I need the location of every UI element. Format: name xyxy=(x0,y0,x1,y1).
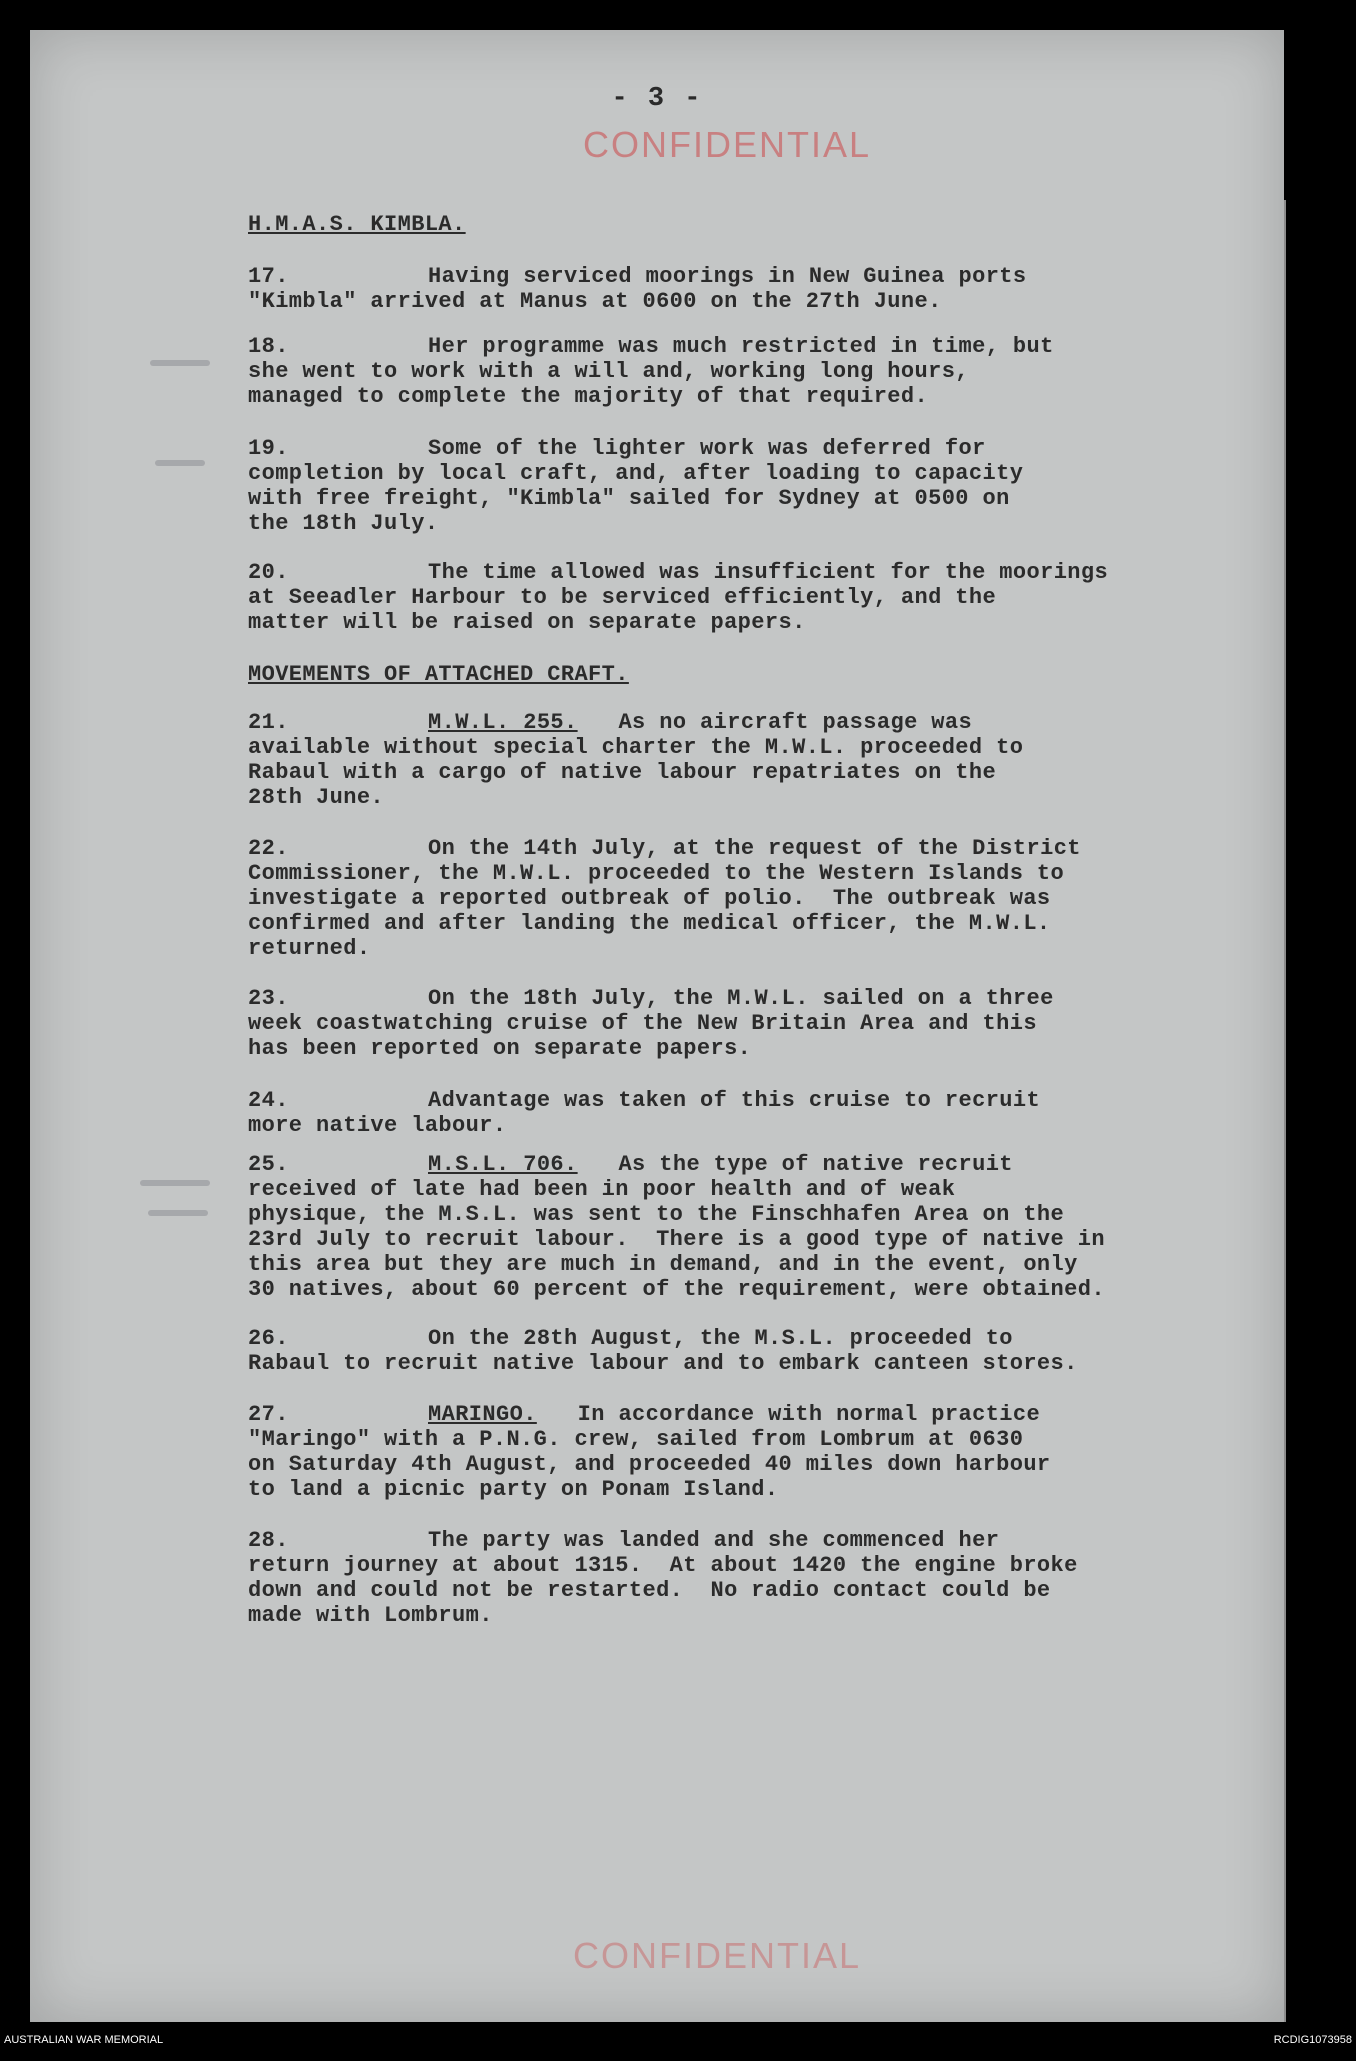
paragraph-21: 21. M.W.L. 255. As no aircraft passage was available without special charter the M.W.L. proceeded to Rabaul with a cargo of native labour repatriates on the 28th June. xyxy=(248,710,1024,810)
paragraph-24: 24. Advantage was taken of this cruise to recruit more native labour. xyxy=(248,1088,1041,1138)
paragraph-25: 25. M.S.L. 706. As the type of native recruit received of late had been in poor health and of weak physique, the M.S.L. was sent to the Finschhafen Area on the 23rd July to recruit labour. There is a good type of native in this area but they are much in demand, and in the event, only 30 natives, about 60 percent of the requirement, were obtained. xyxy=(248,1152,1105,1302)
archive-reference: RCDIG1073958 xyxy=(1273,2034,1352,2046)
confidential-stamp-top: CONFIDENTIAL xyxy=(582,124,872,165)
confidential-stamp-bottom: CONFIDENTIAL xyxy=(572,1935,862,1976)
paper-edge xyxy=(1284,200,1286,2022)
paragraph-18: 18. Her programme was much restricted in time, but she went to work with a will and, working long hours, managed to complete the majority of that required. xyxy=(248,334,1054,409)
paragraph-19: 19. Some of the lighter work was deferred for completion by local craft, and, after loading to capacity with free freight, "Kimbla" sailed for Sydney at 0500 on the 18th July. xyxy=(248,436,1024,536)
heading-movements xyxy=(248,662,1228,687)
archive-credit: AUSTRALIAN WAR MEMORIAL xyxy=(4,2034,164,2046)
subheading-maringo: MARINGO. xyxy=(428,1402,537,1427)
bleed-through-mark xyxy=(155,460,205,466)
bleed-through-mark xyxy=(140,1180,210,1186)
paragraph-26: 26. On the 28th August, the M.S.L. proceeded to Rabaul to recruit native labour and to embark canteen stores. xyxy=(248,1326,1078,1376)
page-number: - 3 - xyxy=(611,84,703,114)
section-heading: H.M.A.S. KIMBLA. xyxy=(248,212,466,237)
section-heading: MOVEMENTS OF ATTACHED CRAFT. xyxy=(248,662,629,687)
heading-kimbla xyxy=(248,212,1228,237)
paragraph-28: 28. The party was landed and she commenced her return journey at about 1315. At about 1420 the engine broke down and could not be restarted. No radio contact could be made with Lombrum. xyxy=(248,1528,1078,1628)
paragraph-17: 17. Having serviced moorings in New Guinea ports "Kimbla" arrived at Manus at 0600 on the 27th June. xyxy=(248,264,1027,314)
bleed-through-mark xyxy=(148,1210,208,1216)
subheading-msl-706: M.S.L. 706. xyxy=(428,1152,578,1177)
document-page xyxy=(30,30,1284,2022)
paragraph-27: 27. MARINGO. In accordance with normal practice "Maringo" with a P.N.G. crew, sailed from Lombrum at 0630 on Saturday 4th August, and proceeded 40 miles down harbour to land a picnic party on Ponam Island. xyxy=(248,1402,1051,1502)
paragraph-20: 20. The time allowed was insufficient for the moorings at Seeadler Harbour to be serviced efficiently, and the matter will be raised on separate papers. xyxy=(248,560,1109,635)
subheading-mwl-255: M.W.L. 255. xyxy=(428,710,578,735)
paragraph-23: 23. On the 18th July, the M.W.L. sailed on a three week coastwatching cruise of the New Britain Area and this has been reported on separate papers. xyxy=(248,986,1054,1061)
bleed-through-mark xyxy=(150,360,210,366)
paragraph-22: 22. On the 14th July, at the request of the District Commissioner, the M.W.L. proceeded to the Western Islands to investigate a reported outbreak of polio. The outbreak was confirmed and after landing the medical officer, the M.W.L. returned. xyxy=(248,836,1081,961)
